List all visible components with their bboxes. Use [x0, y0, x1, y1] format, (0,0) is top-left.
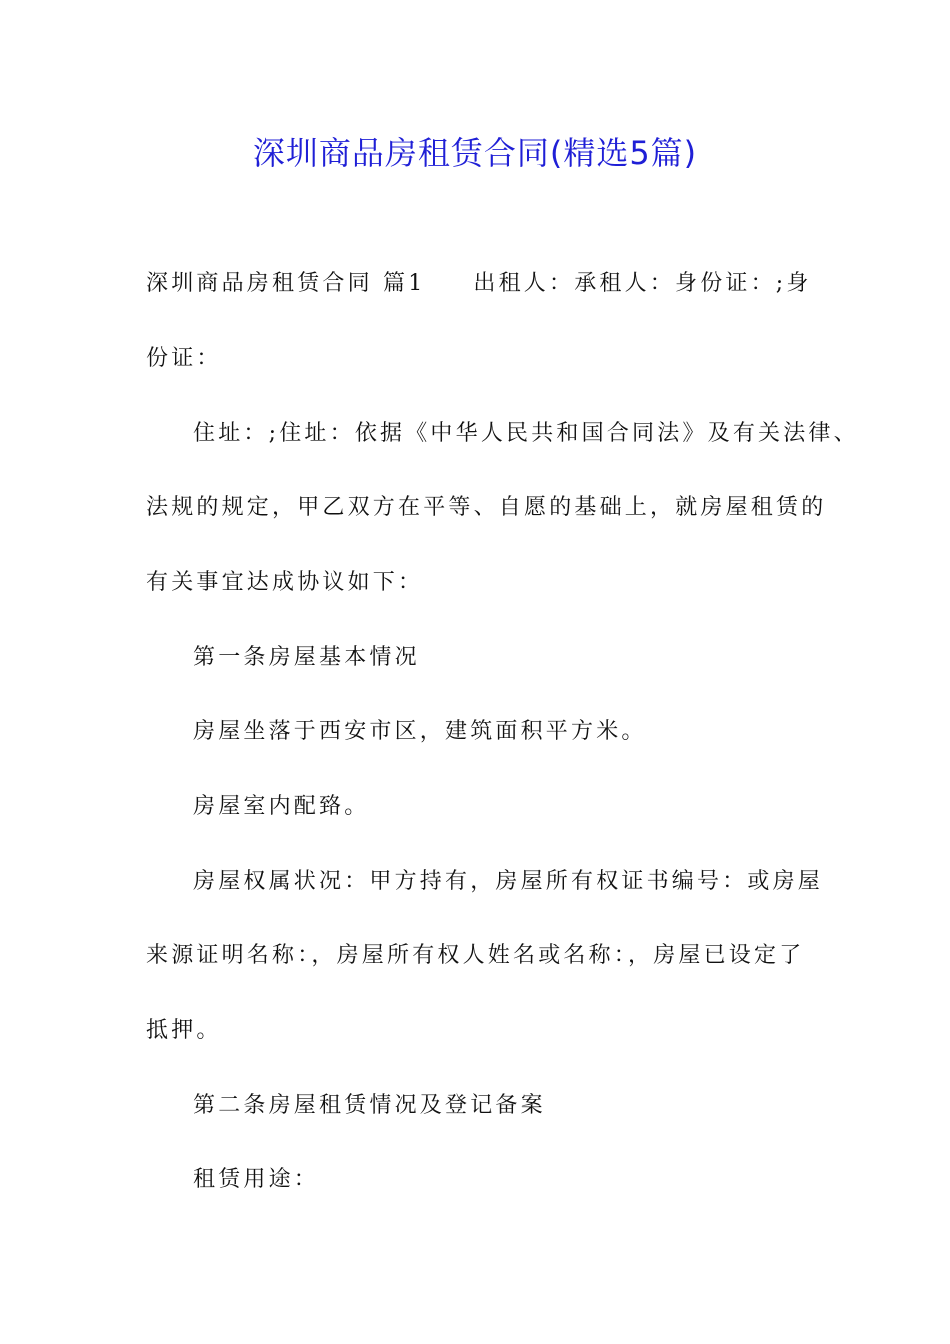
paragraph-line-11: 抵押。 — [146, 1018, 222, 1043]
paragraph-line-7: 房屋坐落于西安市区，建筑面积平方米。 — [193, 719, 647, 744]
paragraph-line-5: 有关事宜达成协议如下： — [146, 570, 424, 595]
paragraph-text: 出租人：承租人：身份证：;身 — [473, 271, 812, 296]
paragraph-line-8: 房屋室内配臵。 — [193, 794, 370, 819]
article-heading-2: 第二条房屋租赁情况及登记备案 — [193, 1093, 546, 1118]
paragraph-line-10: 来源证明名称：，房屋所有权人姓名或名称：，房屋已设定了 — [146, 943, 805, 968]
paragraph-line-3: 住址：;住址：依据《中华人民共和国合同法》及有关法律、 — [193, 421, 859, 446]
document-title: 深圳商品房租赁合同(精选5篇) — [252, 134, 698, 172]
paragraph-line-2: 份证： — [146, 346, 222, 371]
section-heading-1: 深圳商品房租赁合同 篇1 — [146, 271, 426, 296]
paragraph-line-13: 租赁用途： — [193, 1167, 320, 1192]
paragraph-line-4: 法规的规定，甲乙双方在平等、自愿的基础上，就房屋租赁的 — [146, 495, 827, 520]
paragraph-line-1 — [146, 268, 826, 300]
paragraph-line-9: 房屋权属状况：甲方持有，房屋所有权证书编号：或房屋 — [193, 869, 824, 894]
article-heading-1: 第一条房屋基本情况 — [193, 645, 420, 670]
